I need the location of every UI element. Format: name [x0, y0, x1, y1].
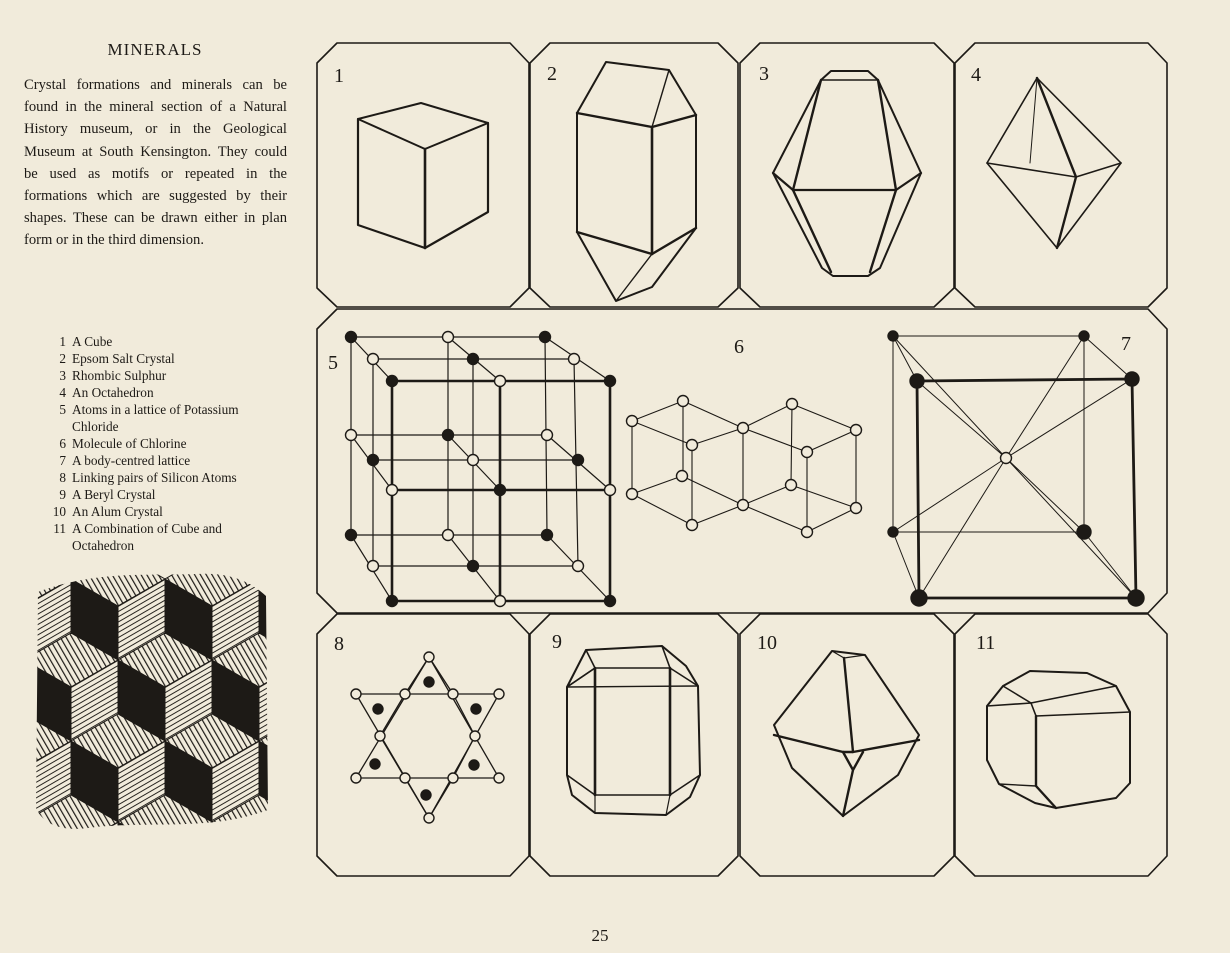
legend-item: 7 A body-centred lattice — [59, 453, 191, 468]
octahedron-figure — [987, 78, 1121, 248]
rhombic-sulphur-figure — [773, 71, 921, 276]
frame-2 — [530, 43, 738, 307]
figure-number: 2 — [547, 63, 557, 85]
legend-item: 5 Atoms in a lattice of Potassium Chloride — [59, 402, 239, 434]
legend-item: 10 An Alum Crystal — [52, 504, 163, 519]
legend-item: 9 A Beryl Crystal — [59, 487, 156, 502]
legend-item: 3 Rhombic Sulphur — [59, 368, 167, 383]
figure-number: 6 — [734, 336, 744, 358]
legend-item: 6 Molecule of Chlorine — [59, 436, 187, 451]
epsom-salt-figure — [577, 62, 696, 301]
alum-crystal-figure — [774, 651, 919, 816]
frame-1 — [317, 43, 529, 307]
chlorine-molecule — [632, 401, 856, 532]
figure-number: 11 — [976, 632, 996, 654]
intro-paragraph: Crystal formations and minerals can be found in the mineral section of a Natural History museum, or in the Geological Museum at South Kensington. They could be used as motifs or repeated in the formations which are suggested by their shapes. These can be drawn either in plan form or in the third dimension. — [24, 77, 287, 249]
figure-number: 5 — [328, 352, 338, 374]
beryl-crystal-figure — [567, 646, 700, 815]
figure-number: 7 — [1121, 333, 1131, 355]
figure-number: 10 — [757, 632, 777, 654]
figure-number: 9 — [552, 631, 562, 653]
legend-item: 11 A Combination of Cube and Octahedron — [53, 521, 222, 553]
legend-item: 2 Epsom Salt Crystal — [59, 351, 175, 366]
cube-octahedron-figure — [987, 671, 1130, 808]
legend-item: 8 Linking pairs of Silicon Atoms — [59, 470, 237, 485]
page-number: 25 — [591, 926, 609, 945]
figure-number: 4 — [971, 64, 981, 86]
page-title: MINERALS — [107, 40, 203, 59]
frame-8 — [317, 614, 529, 876]
legend-item: 1 A Cube — [59, 334, 113, 349]
legend-item: 4 An Octahedron — [59, 385, 154, 400]
figure-number: 1 — [334, 65, 344, 87]
frame-3 — [740, 43, 954, 307]
figure-number: 3 — [759, 63, 769, 85]
cube-figure — [358, 103, 488, 248]
frame-9 — [530, 614, 738, 876]
body-centred-lattice — [893, 336, 1136, 598]
figure-number: 8 — [334, 633, 344, 655]
